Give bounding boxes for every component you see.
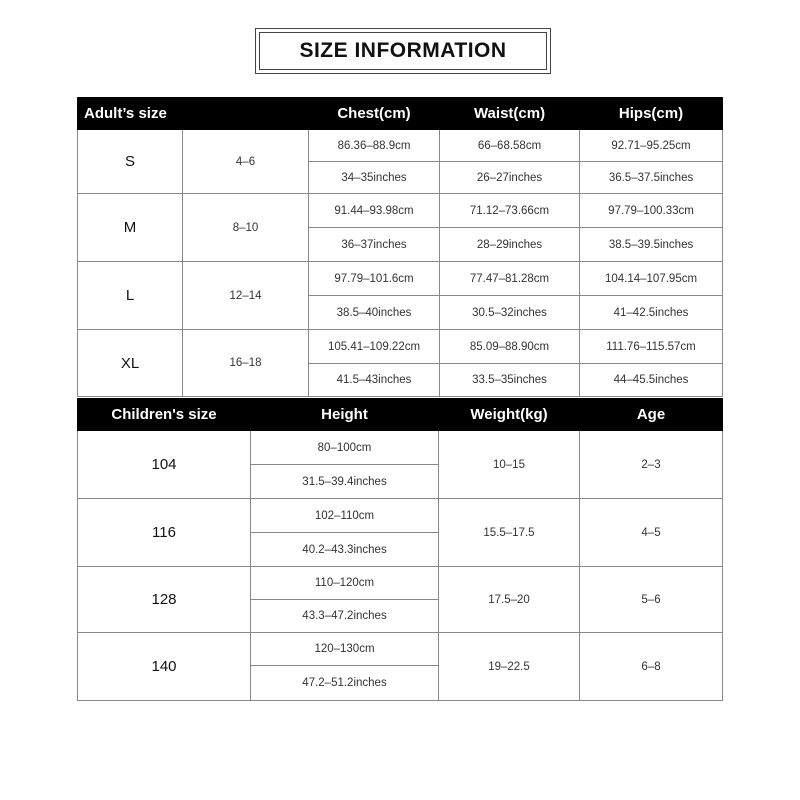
weight-cell: 19–22.5 <box>439 633 580 701</box>
chest-cm-cell: 105.41–109.22cm <box>309 330 440 364</box>
hips-cm-cell: 104.14–107.95cm <box>580 262 723 296</box>
height-in-cell: 40.2–43.3inches <box>251 533 439 567</box>
chest-in-cell: 38.5–40inches <box>309 296 440 330</box>
chest-cm-cell: 97.79–101.6cm <box>309 262 440 296</box>
weight-cell: 15.5–17.5 <box>439 499 580 567</box>
chest-in-cell: 41.5–43inches <box>309 364 440 397</box>
chest-cm-cell: 91.44–93.98cm <box>309 194 440 228</box>
children-size-label: 116 <box>78 499 251 567</box>
adult-size-table <box>77 97 723 397</box>
age-cell: 6–8 <box>580 633 723 701</box>
height-header: Height <box>251 399 439 431</box>
age-cell: 4–5 <box>580 499 723 567</box>
adult-row-s-cm <box>78 130 723 162</box>
hips-cm-cell: 97.79–100.33cm <box>580 194 723 228</box>
height-cm-cell: 80–100cm <box>251 431 439 465</box>
hips-cm-cell: 111.76–115.57cm <box>580 330 723 364</box>
height-cm-cell: 102–110cm <box>251 499 439 533</box>
waist-in-cell: 30.5–32inches <box>440 296 580 330</box>
children-header-row <box>78 399 723 431</box>
children-row-104-cm <box>78 431 723 465</box>
title-frame <box>255 28 551 74</box>
weight-cell: 17.5–20 <box>439 567 580 633</box>
weight-header: Weight(kg) <box>439 399 580 431</box>
hips-in-cell: 36.5–37.5inches <box>580 162 723 194</box>
height-in-cell: 31.5–39.4inches <box>251 465 439 499</box>
height-in-cell: 47.2–51.2inches <box>251 666 439 701</box>
adult-size-label: L <box>78 262 183 330</box>
hips-in-cell: 44–45.5inches <box>580 364 723 397</box>
adult-size-range: 12–14 <box>183 262 309 330</box>
waist-in-cell: 33.5–35inches <box>440 364 580 397</box>
children-size-label: 140 <box>78 633 251 701</box>
adult-row-m-cm <box>78 194 723 228</box>
children-row-128-cm <box>78 567 723 600</box>
hips-in-cell: 41–42.5inches <box>580 296 723 330</box>
children-size-label: 104 <box>78 431 251 499</box>
children-row-116-cm <box>78 499 723 533</box>
children-size-table <box>77 398 723 701</box>
height-cm-cell: 120–130cm <box>251 633 439 666</box>
waist-cm-cell: 85.09–88.90cm <box>440 330 580 364</box>
adult-header-row <box>78 98 723 130</box>
age-cell: 2–3 <box>580 431 723 499</box>
weight-cell: 10–15 <box>439 431 580 499</box>
hips-cm-cell: 92.71–95.25cm <box>580 130 723 162</box>
children-row-140-cm <box>78 633 723 666</box>
waist-in-cell: 26–27inches <box>440 162 580 194</box>
hips-header: Hips(cm) <box>580 98 723 130</box>
adult-size-label: S <box>78 130 183 194</box>
page-title: SIZE INFORMATION <box>299 39 507 62</box>
children-size-label: 128 <box>78 567 251 633</box>
adult-size-range: 4–6 <box>183 130 309 194</box>
adult-size-label: XL <box>78 330 183 397</box>
adult-size-header: Adult’s size <box>78 98 309 130</box>
adult-row-l-cm <box>78 262 723 296</box>
waist-cm-cell: 77.47–81.28cm <box>440 262 580 296</box>
height-cm-cell: 110–120cm <box>251 567 439 600</box>
waist-header: Waist(cm) <box>440 98 580 130</box>
adult-size-range: 16–18 <box>183 330 309 397</box>
waist-cm-cell: 66–68.58cm <box>440 130 580 162</box>
waist-cm-cell: 71.12–73.66cm <box>440 194 580 228</box>
adult-size-label: M <box>78 194 183 262</box>
chest-cm-cell: 86.36–88.9cm <box>309 130 440 162</box>
waist-in-cell: 28–29inches <box>440 228 580 262</box>
age-cell: 5–6 <box>580 567 723 633</box>
chest-header: Chest(cm) <box>309 98 440 130</box>
hips-in-cell: 38.5–39.5inches <box>580 228 723 262</box>
adult-size-range: 8–10 <box>183 194 309 262</box>
title-inner-frame <box>259 32 547 70</box>
chest-in-cell: 34–35inches <box>309 162 440 194</box>
height-in-cell: 43.3–47.2inches <box>251 600 439 633</box>
age-header: Age <box>580 399 723 431</box>
adult-row-xl-cm <box>78 330 723 364</box>
children-size-header: Children's size <box>78 399 251 431</box>
chest-in-cell: 36–37inches <box>309 228 440 262</box>
